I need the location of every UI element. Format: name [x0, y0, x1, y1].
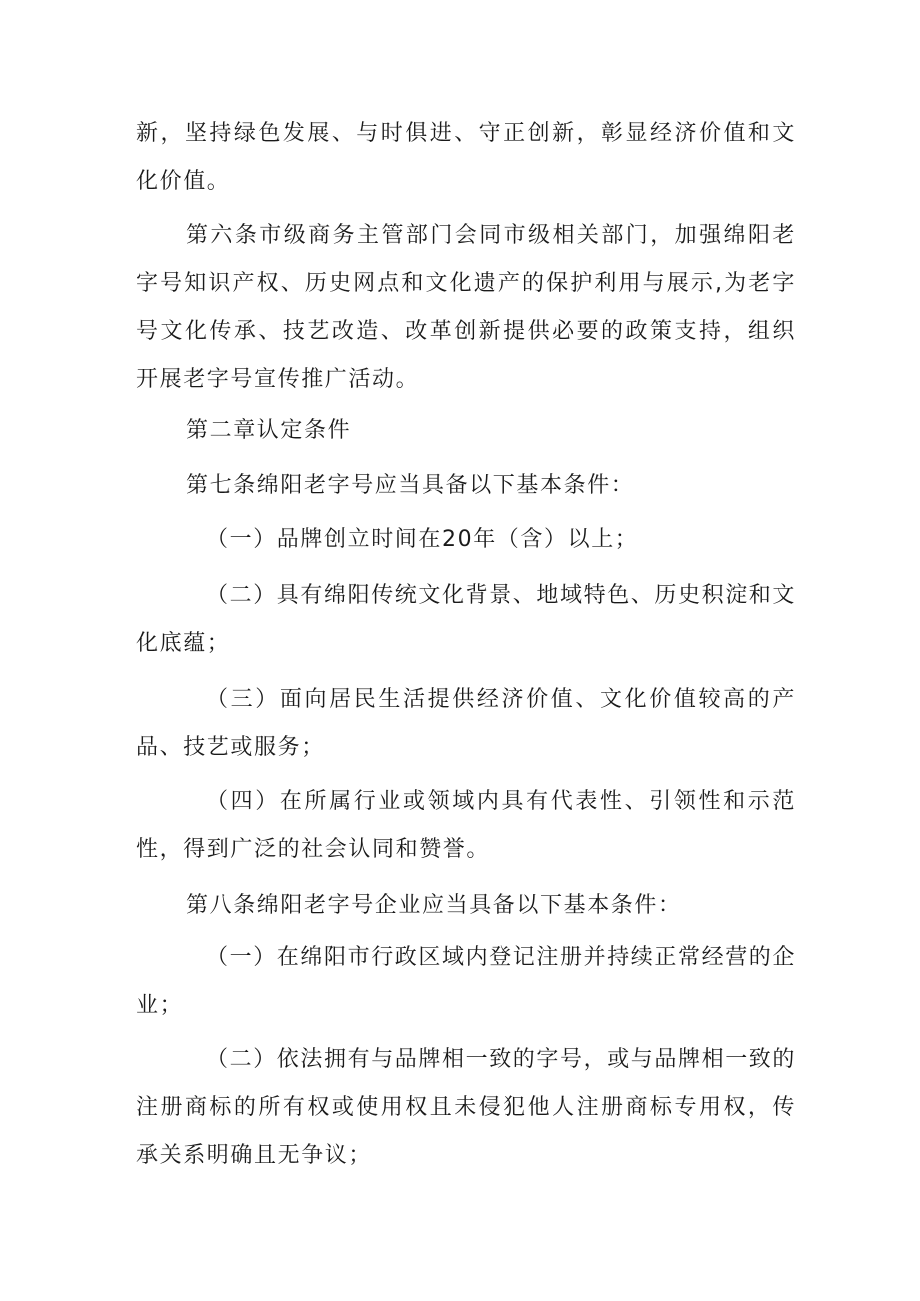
article-8-item-1: （一）在绵阳市行政区域内登记注册并持续正常经营的企业；: [136, 945, 797, 1018]
chapter-heading: 第二章认定条件: [186, 418, 352, 443]
paragraph-continuation: 新，坚持绿色发展、与时俱进、守正创新，彰显经济价值和文化价值。: [136, 121, 796, 194]
paragraph-article-6: 第六条市级商务主管部门会同市级相关部门，加强绵阳老字号知识产权、历史网点和文化遗产的保护利用与展示,为老字号文化传承、技艺改造、改革创新提供必要的政策支持，组织开展老字号宣传推广活动。: [136, 223, 796, 392]
article-7-item-4: （四）在所属行业或领域内具有代表性、引领性和示范性，得到广泛的社会认同和赞誉。: [136, 789, 796, 862]
article-8-item-2: （二）依法拥有与品牌相一致的字号，或与品牌相一致的注册商标的所有权或使用权且未侵犯他人注册商标专用权，传承关系明确且无争议；: [136, 1047, 797, 1168]
paragraph-article-7: 第七条绵阳老字号应当具备以下基本条件：: [186, 473, 635, 498]
paragraph-article-8: 第八条绵阳老字号企业应当具备以下基本条件：: [186, 893, 682, 918]
article-7-item-1: （一）品牌创立时间在20年（含）以上；: [206, 527, 639, 552]
article-7-item-3: （三）面向居民生活提供经济价值、文化价值较高的产品、技艺或服务；: [136, 687, 796, 760]
article-7-item-2: （二）具有绵阳传统文化背景、地域特色、历史积淀和文化底蕴；: [136, 583, 797, 656]
